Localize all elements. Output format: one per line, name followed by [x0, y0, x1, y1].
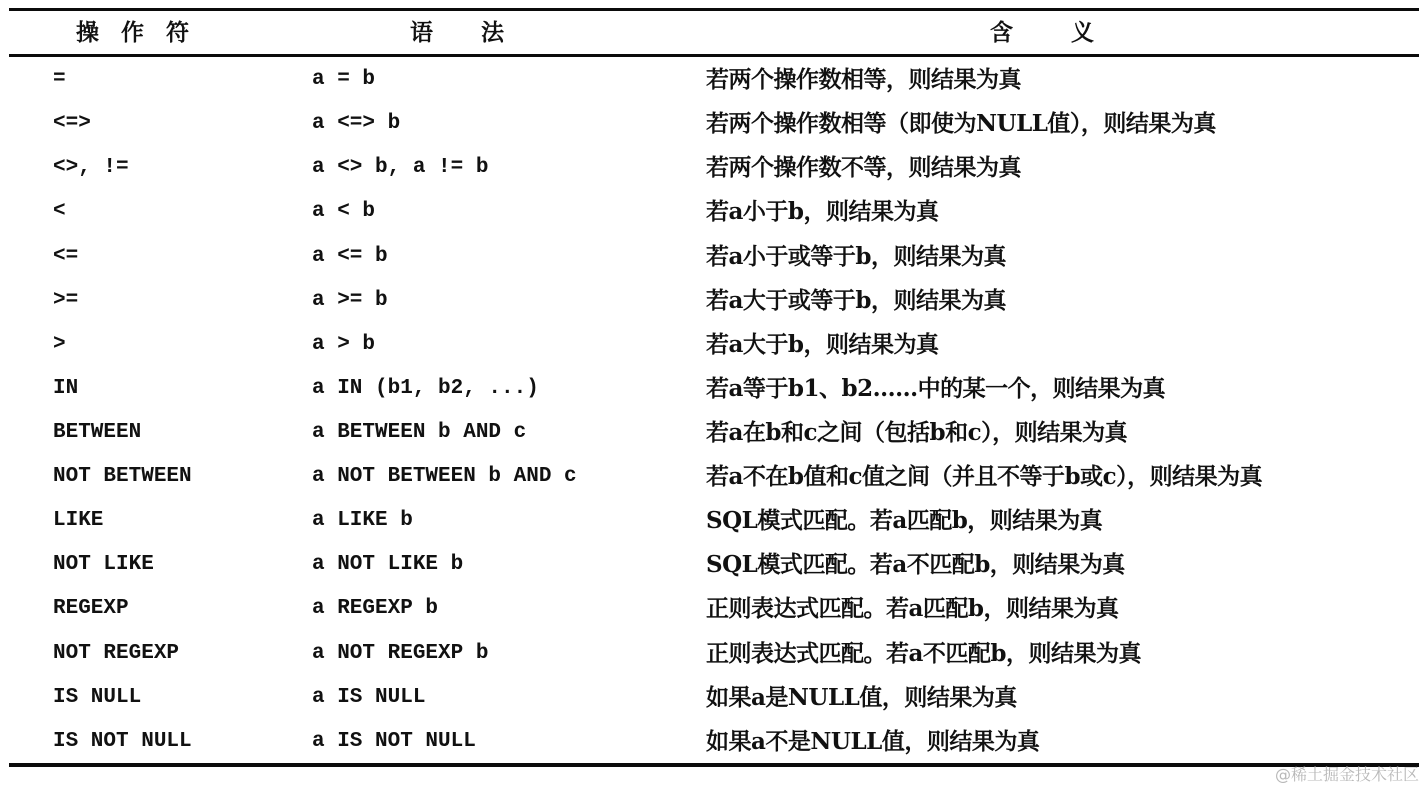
syntax-cell: a <> b, a != b [312, 156, 489, 179]
syntax-cell: a = b [312, 68, 376, 91]
header-meaning: 含义 [990, 20, 1152, 46]
meaning-cell: SQL模式匹配。若a匹配b，则结果为真 [706, 507, 1103, 534]
operator-cell: IS NOT NULL [53, 730, 192, 753]
table-row [0, 632, 1427, 676]
operator-cell: > [53, 333, 66, 356]
syntax-cell: a < b [312, 200, 376, 223]
operator-cell: <= [53, 245, 79, 268]
operator-cell: >= [53, 289, 79, 312]
table-row [0, 587, 1427, 631]
table-top-rule [9, 8, 1419, 11]
syntax-cell: a <=> b [312, 112, 401, 135]
syntax-cell: a REGEXP b [312, 597, 439, 620]
operator-cell: <>, != [53, 156, 129, 179]
meaning-cell: SQL模式匹配。若a不匹配b，则结果为真 [706, 551, 1125, 578]
operator-cell: < [53, 200, 66, 223]
table-row [0, 279, 1427, 323]
operator-cell: BETWEEN [53, 421, 142, 444]
syntax-cell: a NOT LIKE b [312, 553, 464, 576]
meaning-cell: 正则表达式匹配。若a不匹配b，则结果为真 [706, 640, 1141, 667]
syntax-cell: a <= b [312, 245, 388, 268]
meaning-cell: 若a在b和c之间（包括b和c），则结果为真 [706, 419, 1128, 446]
table-row [0, 190, 1427, 234]
header-syntax: 语法 [410, 20, 552, 46]
table-row [0, 720, 1427, 764]
meaning-cell: 正则表达式匹配。若a匹配b，则结果为真 [706, 595, 1119, 622]
meaning-cell: 如果a不是NULL值，则结果为真 [706, 728, 1040, 755]
table-row [0, 499, 1427, 543]
operator-cell: NOT REGEXP [53, 642, 180, 665]
table-row [0, 323, 1427, 367]
watermark: @稀土掘金技术社区 [1274, 765, 1419, 784]
meaning-cell: 若两个操作数相等（即使为NULL值），则结果为真 [706, 110, 1216, 137]
header-operator: 操作符 [76, 20, 211, 46]
syntax-cell: a NOT REGEXP b [312, 642, 489, 665]
syntax-cell: a > b [312, 333, 376, 356]
operator-cell: IN [53, 377, 79, 400]
syntax-cell: a LIKE b [312, 509, 413, 532]
meaning-cell: 若两个操作数不等，则结果为真 [706, 154, 1021, 181]
operator-cell: NOT LIKE [53, 553, 154, 576]
syntax-cell: a BETWEEN b AND c [312, 421, 527, 444]
table-row [0, 146, 1427, 190]
table-bottom-rule [9, 763, 1419, 767]
table-row [0, 543, 1427, 587]
operator-cell: = [53, 68, 66, 91]
table-header-rule [9, 54, 1419, 57]
syntax-cell: a IS NULL [312, 686, 426, 709]
syntax-cell: a IN (b1, b2, ...) [312, 377, 539, 400]
syntax-cell: a IS NOT NULL [312, 730, 476, 753]
table-row [0, 455, 1427, 499]
meaning-cell: 若a小于或等于b，则结果为真 [706, 243, 1006, 270]
meaning-cell: 如果a是NULL值，则结果为真 [706, 684, 1017, 711]
table-row [0, 235, 1427, 279]
operator-cell: <=> [53, 112, 91, 135]
meaning-cell: 若a小于b，则结果为真 [706, 198, 939, 225]
operator-cell: LIKE [53, 509, 104, 532]
table-row [0, 676, 1427, 720]
meaning-cell: 若a大于或等于b，则结果为真 [706, 287, 1006, 314]
meaning-cell: 若a等于b1、b2……中的某一个，则结果为真 [706, 375, 1166, 402]
table-header [0, 12, 1427, 54]
table-row [0, 367, 1427, 411]
operator-cell: REGEXP [53, 597, 129, 620]
meaning-cell: 若a大于b，则结果为真 [706, 331, 939, 358]
syntax-cell: a NOT BETWEEN b AND c [312, 465, 577, 488]
operator-cell: NOT BETWEEN [53, 465, 192, 488]
table-row [0, 102, 1427, 146]
syntax-cell: a >= b [312, 289, 388, 312]
operator-cell: IS NULL [53, 686, 142, 709]
meaning-cell: 若两个操作数相等，则结果为真 [706, 66, 1021, 93]
table-row [0, 58, 1427, 102]
table-row [0, 411, 1427, 455]
meaning-cell: 若a不在b值和c值之间（并且不等于b或c），则结果为真 [706, 463, 1263, 490]
